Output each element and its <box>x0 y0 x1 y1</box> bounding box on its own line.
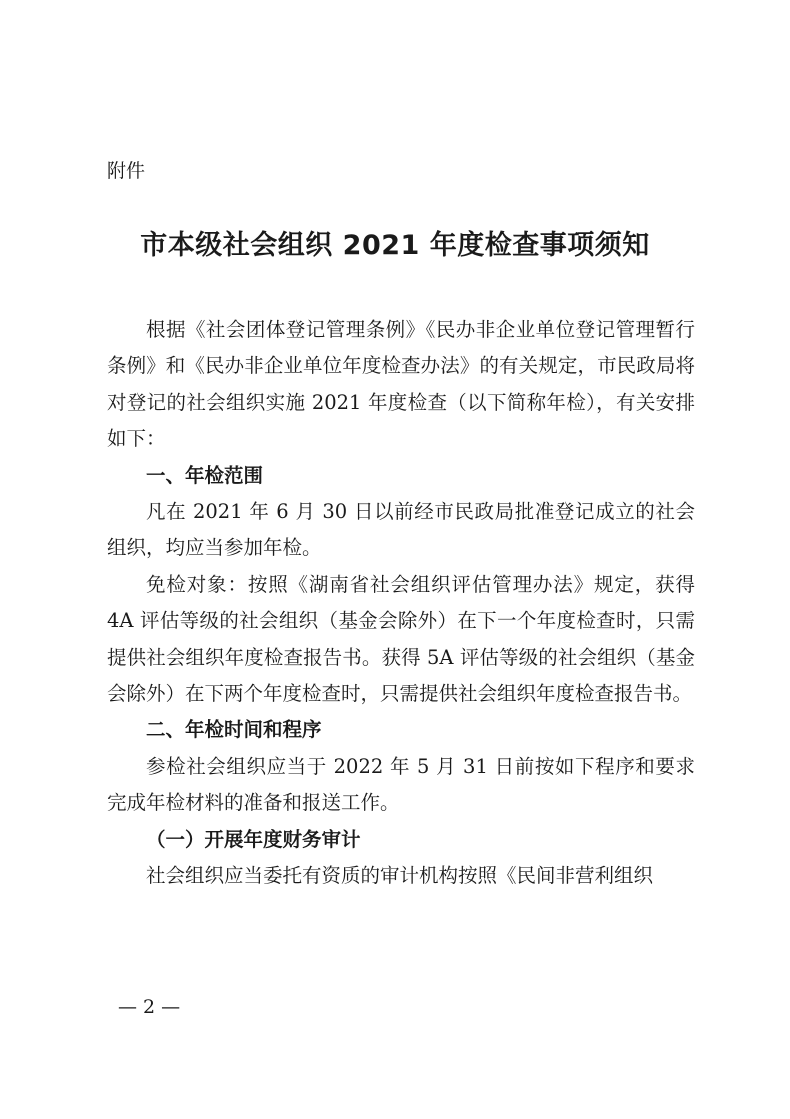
document-body <box>107 312 695 895</box>
section-heading-scope: 一、年检范围 <box>146 463 264 487</box>
audit-paragraph: 社会组织应当委托有资质的审计机构按照《民间非营利组织 <box>146 864 654 888</box>
attachment-label: 附件 <box>107 160 146 182</box>
exemption-paragraph: 免检对象：按照《湖南省社会组织评估管理办法》规定，获得 4A 评估等级的社会组织（基金会除外）在下一个年度检查时，只需提供社会组织年度检查报告书。获得 5A 评估等级的社会组织（基金会除外）在下两个年度检查时，只需提供社会组织年度检查报告书。 <box>107 572 695 706</box>
section-heading-time-procedure: 二、年检时间和程序 <box>146 718 322 742</box>
scope-paragraph: 凡在 2021 年 6 月 30 日以前经市民政局批准登记成立的社会组织，均应当参加年检。 <box>107 500 695 560</box>
document-title: 市本级社会组织 2021 年度检查事项须知 <box>140 230 650 261</box>
page-number: — 2 — <box>118 996 181 1018</box>
deadline-paragraph: 参检社会组织应当于 2022 年 5 月 31 日前按如下程序和要求完成年检材料的准备和报送工作。 <box>107 754 695 815</box>
subsection-heading-audit: （一）开展年度财务审计 <box>146 827 361 851</box>
intro-paragraph: 根据《社会团体登记管理条例》《民办非企业单位登记管理暂行条例》和《民办非企业单位年度检查办法》的有关规定，市民政局将对登记的社会组织实施 2021 年度检查（以下简称年检），有关安排如下： <box>107 318 695 451</box>
